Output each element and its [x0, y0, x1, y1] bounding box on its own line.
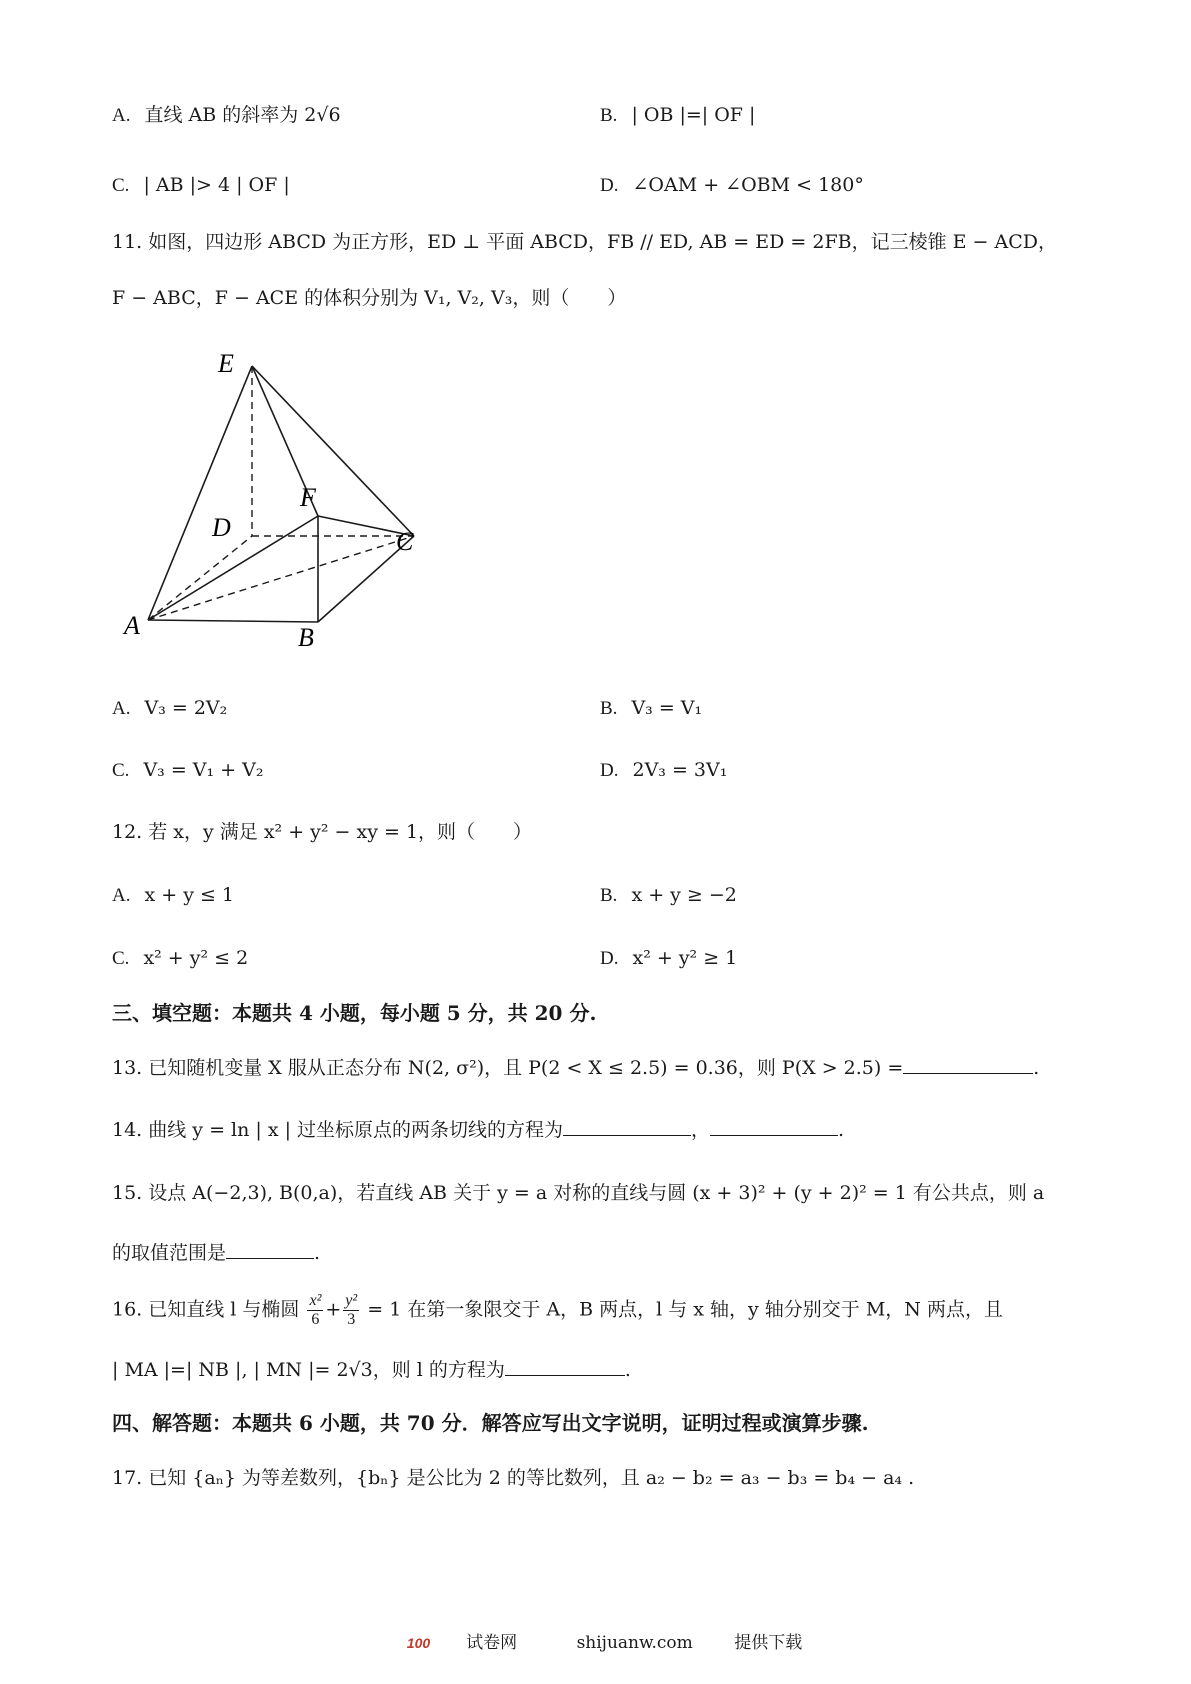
option-text: V₃ = 2V₂ [144, 697, 228, 719]
q16-line1 [112, 1292, 1003, 1329]
q10-option-a [112, 100, 341, 131]
q16-text: | MA |=| NB |, | MN |= 2√3，则 l 的方程为 [112, 1359, 505, 1381]
q16-post: = 1 在第一象限交于 A，B 两点，l 与 x 轴，y 轴分别交于 M，N 两点，且 [367, 1298, 1003, 1321]
site-name: 试卷网 [466, 1633, 518, 1653]
edge-ec [252, 366, 414, 536]
label-c: C [396, 527, 414, 556]
plus-sign: + [325, 1298, 342, 1321]
q13-text: 13. 已知随机变量 X 服从正态分布 N(2, σ²)，且 P(2 < X ≤ 2.5) = 0.36，则 P(X > 2.5) = [112, 1057, 904, 1079]
answer-blank [226, 1238, 314, 1259]
q12-stem: 12. 若 x，y 满足 x² + y² − xy = 1，则（ ） [112, 821, 533, 843]
q11-stem-line2: F − ABC，F − ACE 的体积分别为 V₁, V₂, V₃，则（ ） [112, 287, 627, 309]
label-a: A [124, 611, 140, 640]
q14 [112, 1115, 844, 1145]
q14-sep: ， [691, 1119, 711, 1141]
label-e: E [218, 350, 234, 378]
q15-end: . [314, 1242, 321, 1264]
label-b: B [298, 623, 314, 650]
option-label: A. [112, 698, 131, 719]
option-text: x + y ≥ −2 [631, 884, 737, 906]
q16-end: . [624, 1359, 631, 1381]
q16-pre: 16. 已知直线 l 与椭圆 [112, 1298, 300, 1321]
q15-line1: 15. 设点 A(−2,3), B(0,a)，若直线 AB 关于 y = a 对称的直线与圆 (x + 3)² + (y + 2)² = 1 有公共点，则 a [112, 1182, 1045, 1204]
q10-option-d [600, 170, 864, 201]
option-text: | AB |> 4 | OF | [143, 174, 290, 196]
edge-ad-hidden [148, 536, 252, 620]
q12-option-d [600, 943, 737, 974]
q12-option-a [112, 880, 234, 911]
q12-option-c [112, 943, 248, 974]
option-label: B. [600, 105, 618, 126]
q15-text: 的取值范围是 [112, 1242, 227, 1264]
fraction-y2-over-3: $\frac{\text{y²}}{3}$ [345, 1292, 358, 1328]
option-text: 直线 AB 的斜率为 2√6 [144, 104, 341, 126]
q13 [112, 1053, 1039, 1083]
answer-blank [903, 1053, 1033, 1074]
answer-blank [505, 1355, 625, 1376]
q11-pyramid-figure [120, 350, 460, 650]
q10-option-c [112, 170, 290, 201]
section-4-heading: 四、解答题：本题共 6 小题，共 70 分．解答应写出文字说明，证明过程或演算步骤. [112, 1411, 869, 1435]
q13-end: . [1033, 1057, 1040, 1079]
option-text: ∠OAM + ∠OBM < 180° [632, 174, 864, 196]
q12-option-b [600, 880, 737, 911]
q11-stem-line1: 11. 如图，四边形 ABCD 为正方形，ED ⊥ 平面 ABCD，FB // ED, AB = ED = 2FB，记三棱锥 E − ACD， [112, 231, 1057, 253]
option-text: x² + y² ≥ 1 [632, 947, 738, 969]
option-label: A. [112, 105, 131, 126]
option-label: D. [600, 948, 619, 969]
option-label: C. [112, 175, 130, 196]
q10-option-b [600, 100, 755, 131]
q17: 17. 已知 {aₙ} 为等差数列，{bₙ} 是公比为 2 的等比数列，且 a₂ − b₂ = a₃ − b₃ = b₄ − a₄ . [112, 1467, 915, 1489]
section-3-heading: 三、填空题：本题共 4 小题，每小题 5 分，共 20 分. [112, 1001, 597, 1025]
q15-line2 [112, 1238, 320, 1268]
q11-option-a [112, 693, 227, 724]
option-text: 2V₃ = 3V₁ [632, 759, 728, 781]
edge-ac-hidden [148, 536, 414, 620]
option-label: B. [600, 885, 618, 906]
download-note: 提供下载 [734, 1633, 803, 1653]
answer-blank-1 [563, 1115, 691, 1136]
option-label: A. [112, 885, 131, 906]
option-text: V₃ = V₁ + V₂ [143, 759, 264, 781]
q11-option-c [112, 755, 263, 786]
option-text: x² + y² ≤ 2 [143, 947, 249, 969]
q11-option-b [600, 693, 702, 724]
edge-af [148, 516, 318, 620]
option-label: C. [112, 760, 130, 781]
fraction-x2-over-6: $\frac{\text{x²}}{6}$ [309, 1292, 322, 1328]
label-d: D [212, 513, 231, 542]
site-logo: 100 [406, 1635, 431, 1651]
option-label: D. [600, 760, 619, 781]
q11-option-d [600, 755, 727, 786]
label-f: F [300, 483, 316, 512]
page-footer [0, 1628, 1191, 1653]
q14-end: . [838, 1119, 845, 1141]
option-text: x + y ≤ 1 [144, 884, 235, 906]
option-label: B. [600, 698, 618, 719]
edge-ea [148, 366, 252, 620]
site-url[interactable]: shijuanw.com [576, 1633, 693, 1653]
q16-line2 [112, 1355, 631, 1385]
site-brand [389, 1633, 535, 1653]
edge-ab [148, 620, 318, 622]
option-label: D. [600, 175, 619, 196]
answer-blank-2 [710, 1115, 838, 1136]
option-text: V₃ = V₁ [631, 697, 703, 719]
q14-text: 14. 曲线 y = ln | x | 过坐标原点的两条切线的方程为 [112, 1119, 564, 1141]
option-text: | OB |=| OF | [631, 104, 756, 126]
option-label: C. [112, 948, 130, 969]
